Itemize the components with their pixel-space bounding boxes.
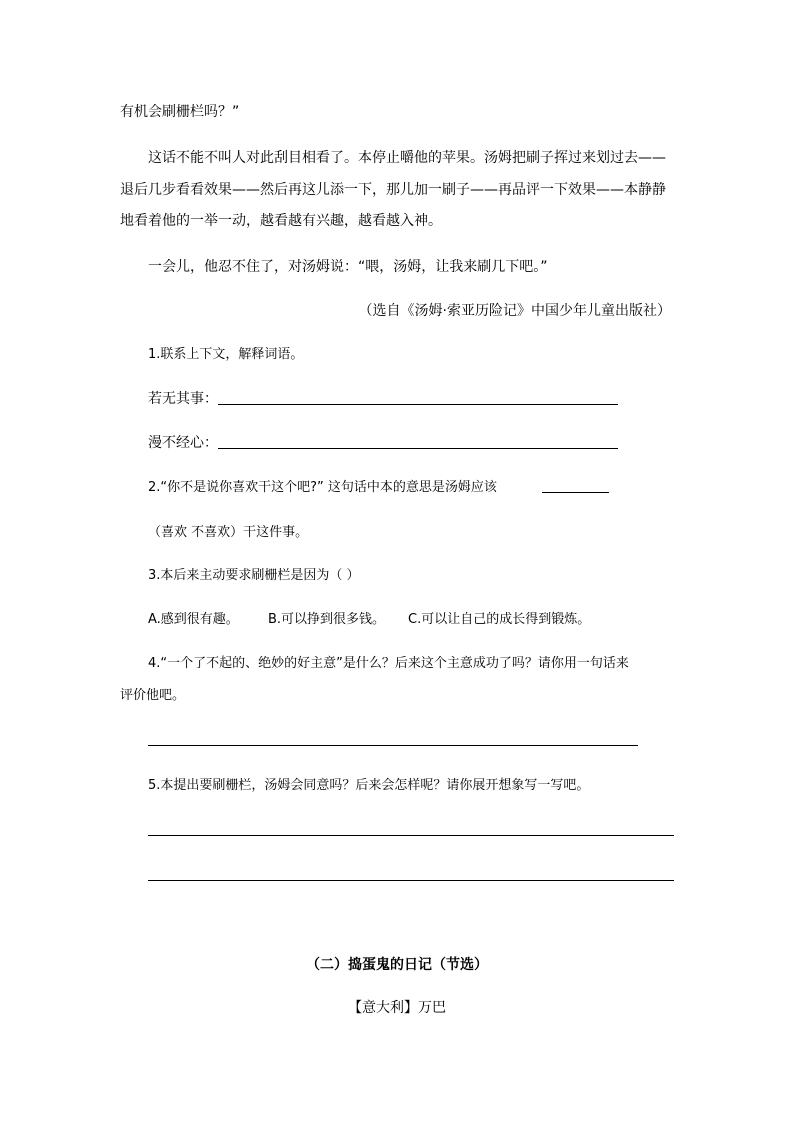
passage-line: 地看着他的一举一动，越看越有兴趣，越看越入神。: [120, 213, 442, 229]
passage-line: 一会儿，他忍不住了，对汤姆说：“喂，汤姆，让我来刷几下吧。”: [148, 259, 548, 275]
section-author: 【意大利】万巴: [348, 1000, 446, 1016]
answer-line[interactable]: [148, 835, 674, 836]
question-2-line-1: 2.“你不是说你喜欢干这个吧?” 这句话中本的意思是汤姆应该: [148, 480, 497, 495]
source-citation: （选自《汤姆·索亚历险记》中国少年儿童出版社）: [358, 303, 671, 319]
answer-line[interactable]: [148, 745, 638, 746]
passage-line: 这话不能不叫人对此刮目相看了。本停止嚼他的苹果。汤姆把刷子挥过来划过去——: [148, 150, 666, 166]
passage-line: 有机会刷栅栏吗？”: [120, 104, 240, 120]
question-3-option-b[interactable]: B.可以挣到很多钱。: [268, 612, 386, 627]
question-4-line-2: 评价他吧。: [120, 688, 186, 703]
passage-line: 退后几步看看效果——然后再这儿添一下，那儿加一刷子——再品评一下效果——本静静: [120, 182, 666, 198]
section-title: （二）捣蛋鬼的日记（节选）: [306, 957, 488, 973]
question-1-title: 1.联系上下文，解释词语。: [148, 347, 304, 362]
question-3-option-c[interactable]: C.可以让自己的成长得到锻炼。: [408, 612, 591, 627]
question-5-title: 5.本提出要刷栅栏，汤姆会同意吗？后来会怎样呢？请你展开想象写一写吧。: [148, 778, 590, 793]
question-1-word-1: 若无其事：: [148, 391, 218, 407]
question-2-line-2: （喜欢 不喜欢）干这件事。: [148, 525, 309, 540]
question-4-line-1: 4.“一个了不起的、绝妙的好主意”是什么？后来这个主意成功了吗？请你用一句话来: [148, 656, 629, 671]
question-3-option-a[interactable]: A.感到很有趣。: [148, 612, 239, 627]
answer-line[interactable]: [218, 404, 618, 405]
answer-line[interactable]: [218, 448, 618, 449]
answer-blank[interactable]: [542, 492, 609, 493]
question-3-title: 3.本后来主动要求刷栅栏是因为（ ）: [148, 568, 360, 583]
question-1-word-2: 漫不经心：: [148, 435, 218, 451]
answer-line[interactable]: [148, 880, 674, 881]
